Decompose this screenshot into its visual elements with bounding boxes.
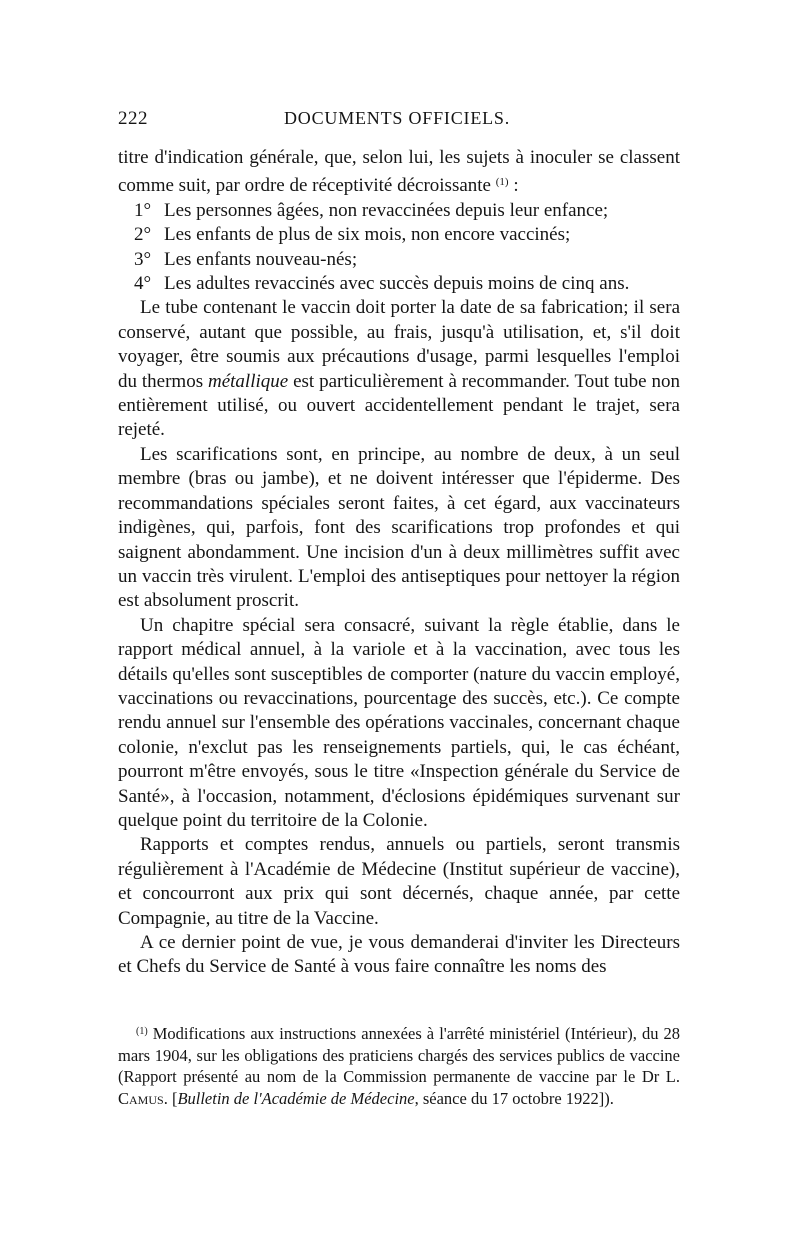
footnote-mark: (1)	[136, 1026, 148, 1037]
footnotes	[118, 1021, 680, 1109]
list-text: Les enfants de plus de six mois, non encore vaccinés;	[164, 224, 571, 246]
footnote-text: . [	[163, 1088, 178, 1108]
intro-text: titre d'indication générale, que, selon lui, les sujets à inoculer se classent comme suit, par ordre de réceptivité décroissante	[118, 147, 680, 197]
page-number: 222	[118, 108, 148, 129]
running-head: DOCUMENTS OFFICIELS.	[284, 108, 511, 128]
list-item	[118, 272, 680, 296]
list-text: Les adultes revaccinés avec succès depuis moins de cinq ans.	[164, 273, 630, 295]
list-number: 3°	[134, 248, 152, 270]
footnote-text: , séance du 17 octobre 1922]).	[414, 1088, 614, 1108]
intro-end: :	[508, 175, 519, 197]
paragraph-reports-academy: Rapports et comptes rendus, annuels ou partiels, seront transmis régulièrement à l'Académie de Médecine (Institut supérieur de vaccine), et concourront aux prix qui sont décernés, chaque année, par cette Compagnie, au titre de la Vaccine.	[118, 834, 680, 929]
list-number: 4°	[134, 273, 152, 295]
paragraph-vaccine-tube	[118, 296, 680, 442]
paragraph-text: est particulièrement à recommander. Tout tube non entièrement utilisé, ou ouvert accidentellement pendant le trajet, sera rejeté.	[118, 370, 680, 441]
footnote-reference: (1)	[495, 176, 509, 189]
list-item	[118, 199, 680, 223]
paragraph-medical-report: Un chapitre spécial sera consacré, suivant la règle établie, dans le rapport médical annuel, à la variole et à la vaccination, avec tous les détails qu'elles sont susceptibles de comporter (nature du vaccin employé, vaccinations ou revaccinations, pourcentage des succès, etc.). Ce compte rendu annuel sur l'ensemble des opérations vaccinales, concernant chaque colonie, n'exclut pas les renseignements partiels, qui, le cas échéant, pourront m'être envoyés, sous le titre «Inspection générale du Service de Santé», à l'occasion, notamment, d'éclosions épidémiques survenant sur quelque point du territoire de la Colonie.	[118, 614, 680, 831]
paragraph-directors: A ce dernier point de vue, je vous demanderai d'inviter les Directeurs et Chefs du Service de Santé à vous faire connaître les noms des	[118, 932, 680, 978]
intro-paragraph	[118, 146, 680, 199]
list-text: Les personnes âgées, non revaccinées depuis leur enfance;	[164, 199, 609, 221]
list-number: 2°	[134, 224, 152, 246]
italic-emphasis: métallique	[207, 370, 289, 392]
list-item	[118, 248, 680, 272]
paragraph-scarifications: Les scarifications sont, en principe, au nombre de deux, à un seul membre (bras ou jambe), et ne doivent intéresser que l'épiderme. Des recommandations spéciales seront faites, à cet égard, aux vaccinateurs indigènes, qui, parfois, font des scarifications trop profondes et qui saignent abondamment. Une incision d'un à deux millimètres suffit avec un vaccin très virulent. L'emploi des antiseptiques pour nettoyer la région est absolument proscrit.	[118, 443, 680, 612]
footnote-text: Modifications aux instructions annexées à l'arrêté ministériel (Intérieur), du 28 mars 1904, sur les obligations des praticiens chargés des services publics de vaccine (Rapport présenté au nom de la Commission permanente de vaccine par le Dr L.	[118, 1024, 680, 1086]
page-header	[118, 104, 678, 134]
body-text	[118, 146, 680, 980]
list-item	[118, 223, 680, 247]
paragraph-text: Le tube contenant le vaccin doit porter la date de sa fabrication; il sera conservé, autant que possible, au frais, jusqu'à utilisation, et, s'il doit voyager, être soumis aux précautions d'usage, parmi lesquelles l'emploi du thermos	[118, 297, 680, 392]
list-text: Les enfants nouveau-nés;	[164, 248, 358, 270]
list-number: 1°	[134, 199, 152, 221]
footnote-author: Camus	[118, 1088, 164, 1108]
footnote-journal: Bulletin de l'Académie de Médecine	[177, 1088, 415, 1108]
footnote	[118, 1021, 680, 1109]
